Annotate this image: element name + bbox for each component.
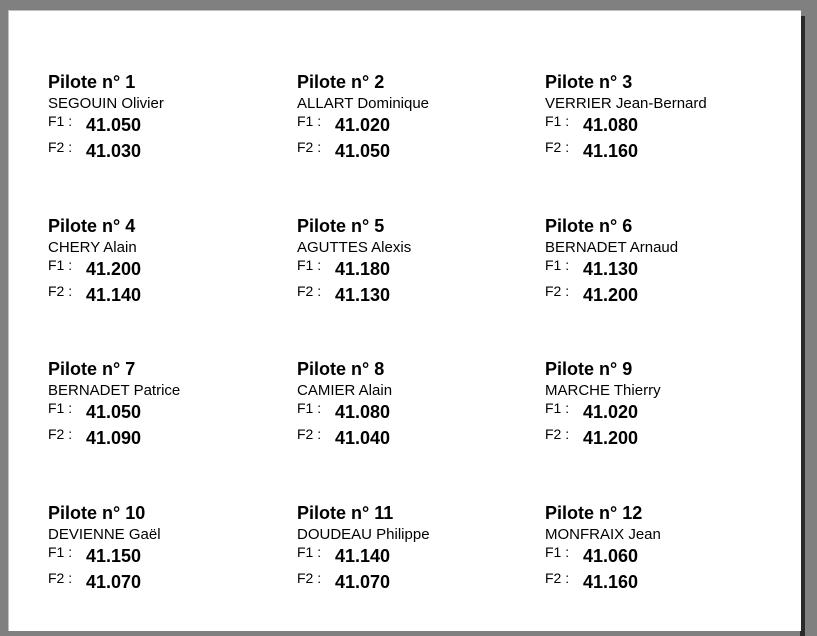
pilot-name: DOUDEAU Philippe xyxy=(297,526,430,543)
pilot-name: BERNADET Arnaud xyxy=(545,239,679,256)
f2-label: F2 : xyxy=(297,426,322,442)
pilot-name: MARCHE Thierry xyxy=(545,382,661,399)
pilot-title: Pilote n° 2 xyxy=(297,72,385,92)
f1-label: F1 : xyxy=(545,544,570,560)
pilot-card xyxy=(297,502,537,612)
frequency-row-f1 xyxy=(545,113,785,139)
pilot-name: CHERY Alain xyxy=(48,239,137,256)
f2-value: 41.070 xyxy=(86,572,142,592)
frequency-row-f2 xyxy=(48,570,288,596)
f2-label: F2 : xyxy=(48,139,73,155)
pilot-title: Pilote n° 1 xyxy=(48,72,136,92)
pilot-name: AGUTTES Alexis xyxy=(297,239,412,256)
f1-label: F1 : xyxy=(297,544,322,560)
pilot-title: Pilote n° 5 xyxy=(297,216,385,236)
pilot-title: Pilote n° 4 xyxy=(48,216,136,236)
f1-label: F1 : xyxy=(48,113,73,129)
f1-value: 41.020 xyxy=(335,115,391,135)
pilot-name: DEVIENNE Gaël xyxy=(48,526,161,543)
frequency-row-f2 xyxy=(48,283,288,309)
pilot-name: VERRIER Jean-Bernard xyxy=(545,95,707,112)
f2-value: 41.090 xyxy=(86,428,142,448)
pilot-card xyxy=(48,502,288,612)
pilot-title: Pilote n° 10 xyxy=(48,503,146,523)
f2-value: 41.030 xyxy=(86,141,142,161)
f2-label: F2 : xyxy=(297,570,322,586)
frequency-row-f2 xyxy=(297,283,537,309)
f2-value: 41.200 xyxy=(583,428,639,448)
pilot-card xyxy=(545,358,785,468)
f2-value: 41.140 xyxy=(86,285,142,305)
pilot-name: MONFRAIX Jean xyxy=(545,526,661,543)
frequency-row-f1 xyxy=(48,113,288,139)
pilot-name: BERNADET Patrice xyxy=(48,382,181,399)
f2-value: 41.200 xyxy=(583,285,639,305)
f1-label: F1 : xyxy=(545,113,570,129)
f1-label: F1 : xyxy=(48,400,73,416)
f2-label: F2 : xyxy=(297,283,322,299)
frequency-row-f1 xyxy=(297,257,537,283)
frequency-row-f1 xyxy=(545,544,785,570)
frequency-row-f2 xyxy=(545,570,785,596)
pilot-card xyxy=(545,71,785,181)
f2-label: F2 : xyxy=(297,139,322,155)
pilot-card xyxy=(545,215,785,325)
f1-value: 41.050 xyxy=(86,115,142,135)
f2-value: 41.070 xyxy=(335,572,391,592)
f2-label: F2 : xyxy=(48,283,73,299)
pilot-title: Pilote n° 9 xyxy=(545,359,633,379)
pilot-name: SEGOUIN Olivier xyxy=(48,95,164,112)
pilot-title: Pilote n° 7 xyxy=(48,359,136,379)
pilot-title: Pilote n° 8 xyxy=(297,359,385,379)
f1-label: F1 : xyxy=(545,400,570,416)
pilot-card xyxy=(545,502,785,612)
frequency-row-f2 xyxy=(545,283,785,309)
f1-label: F1 : xyxy=(297,257,322,273)
f1-value: 41.020 xyxy=(583,402,639,422)
pilot-title: Pilote n° 12 xyxy=(545,503,643,523)
frequency-row-f1 xyxy=(297,400,537,426)
f2-label: F2 : xyxy=(545,139,570,155)
pilot-card xyxy=(48,358,288,468)
frequency-row-f1 xyxy=(545,400,785,426)
frequency-row-f2 xyxy=(297,139,537,165)
pilot-title: Pilote n° 3 xyxy=(545,72,633,92)
pilot-card xyxy=(297,215,537,325)
f2-label: F2 : xyxy=(545,570,570,586)
f1-value: 41.200 xyxy=(86,259,142,279)
f1-label: F1 : xyxy=(545,257,570,273)
f1-value: 41.060 xyxy=(583,546,639,566)
pilot-title: Pilote n° 6 xyxy=(545,216,633,236)
f1-value: 41.050 xyxy=(86,402,142,422)
f2-value: 41.130 xyxy=(335,285,391,305)
f2-label: F2 : xyxy=(545,426,570,442)
f2-label: F2 : xyxy=(48,426,73,442)
f2-value: 41.160 xyxy=(583,572,639,592)
frequency-row-f2 xyxy=(48,426,288,452)
f1-label: F1 : xyxy=(297,400,322,416)
pilot-card xyxy=(48,71,288,181)
pilot-name: ALLART Dominique xyxy=(297,95,430,112)
frequency-row-f1 xyxy=(48,400,288,426)
frequency-row-f1 xyxy=(297,544,537,570)
f1-value: 41.080 xyxy=(583,115,639,135)
pilot-title: Pilote n° 11 xyxy=(297,503,394,523)
pilot-card xyxy=(48,215,288,325)
f2-value: 41.050 xyxy=(335,141,391,161)
f1-label: F1 : xyxy=(297,113,322,129)
f1-label: F1 : xyxy=(48,257,73,273)
f2-value: 41.040 xyxy=(335,428,391,448)
frequency-row-f2 xyxy=(545,426,785,452)
frequency-row-f2 xyxy=(48,139,288,165)
frequency-row-f1 xyxy=(48,257,288,283)
pilot-card xyxy=(297,71,537,181)
f2-label: F2 : xyxy=(545,283,570,299)
frequency-row-f2 xyxy=(297,426,537,452)
document-page xyxy=(8,10,801,631)
frequency-row-f1 xyxy=(545,257,785,283)
frequency-row-f2 xyxy=(545,139,785,165)
pilot-card xyxy=(297,358,537,468)
f2-label: F2 : xyxy=(48,570,73,586)
f1-value: 41.180 xyxy=(335,259,391,279)
f1-value: 41.080 xyxy=(335,402,391,422)
frequency-row-f2 xyxy=(297,570,537,596)
frequency-row-f1 xyxy=(297,113,537,139)
f1-value: 41.150 xyxy=(86,546,142,566)
f1-value: 41.130 xyxy=(583,259,639,279)
f1-value: 41.140 xyxy=(335,546,391,566)
f2-value: 41.160 xyxy=(583,141,639,161)
f1-label: F1 : xyxy=(48,544,73,560)
frequency-row-f1 xyxy=(48,544,288,570)
pilot-name: CAMIER Alain xyxy=(297,382,393,399)
